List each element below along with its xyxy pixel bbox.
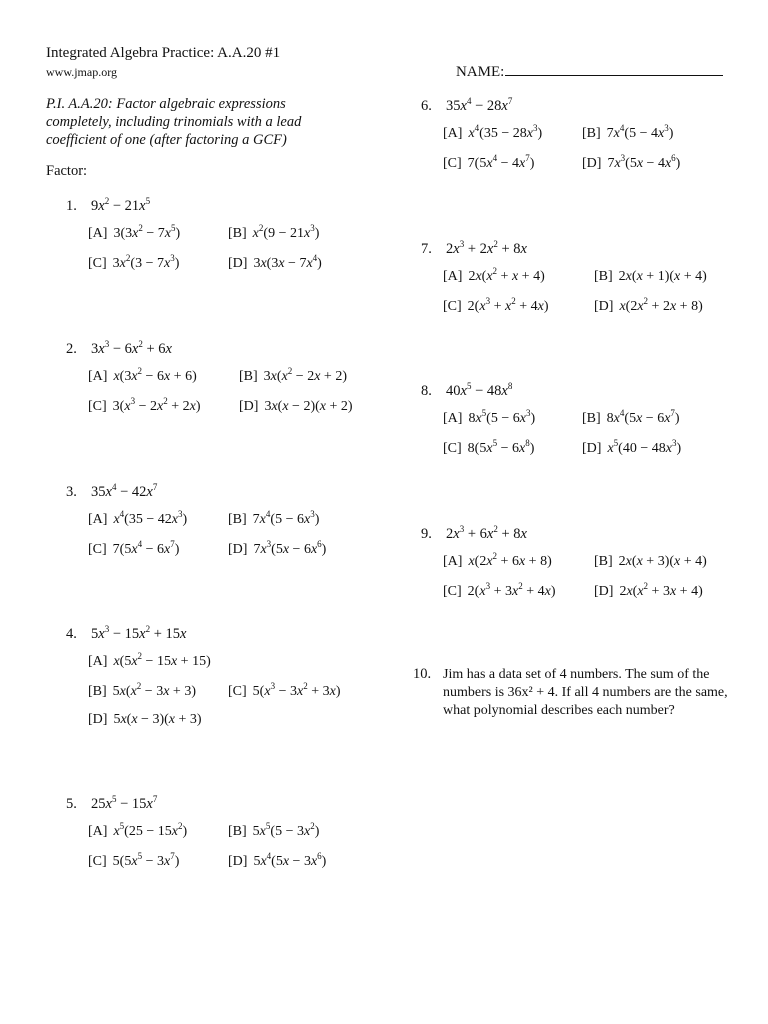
question-10-number: 10. bbox=[413, 666, 432, 682]
answer-choice-c[interactable] bbox=[88, 396, 201, 415]
choice-text: $x^5(40 - 48x^3)$ bbox=[607, 438, 682, 456]
choice-letter: [D] bbox=[239, 399, 259, 414]
answer-choice-a[interactable] bbox=[88, 366, 197, 385]
choice-letter: [B] bbox=[88, 684, 107, 699]
answer-choice-b[interactable] bbox=[228, 509, 320, 528]
choice-text: 3x(x − 2)(x + 2) bbox=[264, 399, 353, 414]
choice-text: $7(5x^4 - 6x^7)$ bbox=[112, 539, 180, 557]
question-8-prompt bbox=[421, 383, 512, 400]
choice-letter: [A] bbox=[443, 554, 463, 569]
answer-choice-c[interactable] bbox=[443, 438, 535, 457]
choice-letter: [C] bbox=[228, 684, 247, 699]
question-number: 2. bbox=[66, 341, 77, 357]
question-number: 8. bbox=[421, 383, 432, 399]
question-number: 3. bbox=[66, 484, 77, 500]
choice-letter: [C] bbox=[88, 399, 107, 414]
question-expression: $35x^4 - 28x^7$ bbox=[446, 96, 513, 114]
question-number: 4. bbox=[66, 626, 77, 642]
question-expression: $9x^2 - 21x^5$ bbox=[91, 196, 151, 214]
answer-choice-a[interactable] bbox=[88, 509, 188, 528]
choice-text: $2x(x^2 + x + 4)$ bbox=[468, 266, 545, 284]
answer-choice-b[interactable] bbox=[88, 681, 196, 700]
choice-letter: [B] bbox=[228, 226, 247, 241]
choice-text: $5x^4(5x - 3x^6)$ bbox=[253, 851, 327, 869]
answer-choice-b[interactable] bbox=[228, 223, 320, 242]
factor-label: Factor: bbox=[46, 163, 88, 179]
name-label: NAME: bbox=[456, 64, 505, 80]
choice-text: $7x^3(5x - 6x^6)$ bbox=[253, 539, 327, 557]
answer-choice-b[interactable] bbox=[582, 123, 674, 142]
choice-letter: [A] bbox=[443, 269, 463, 284]
answer-choice-a[interactable] bbox=[88, 821, 188, 840]
source-url: www.jmap.org bbox=[46, 65, 117, 79]
answer-choice-b[interactable] bbox=[228, 821, 320, 840]
choice-letter: [C] bbox=[443, 441, 462, 456]
choice-text: $8x^5(5 - 6x^3)$ bbox=[468, 408, 536, 426]
choice-letter: [B] bbox=[228, 512, 247, 527]
answer-choice-c[interactable] bbox=[88, 253, 180, 272]
question-expression: $25x^5 - 15x^7$ bbox=[91, 794, 158, 812]
choice-letter: [A] bbox=[88, 824, 108, 839]
choice-text: $5(5x^5 - 3x^7)$ bbox=[112, 851, 180, 869]
choice-text: $2(x^3 + 3x^2 + 4x)$ bbox=[467, 581, 556, 599]
choice-text: $x(2x^2 + 6x + 8)$ bbox=[468, 551, 552, 569]
choice-letter: [B] bbox=[582, 411, 601, 426]
question-7-prompt bbox=[421, 241, 527, 258]
answer-choice-d[interactable] bbox=[88, 712, 202, 728]
choice-letter: [B] bbox=[582, 126, 601, 141]
choice-letter: [A] bbox=[88, 226, 108, 241]
choice-letter: [D] bbox=[228, 542, 248, 557]
choice-letter: [D] bbox=[594, 299, 614, 314]
choice-text: $8(5x^5 - 6x^8)$ bbox=[467, 438, 535, 456]
answer-choice-c[interactable] bbox=[88, 539, 180, 558]
answer-choice-d[interactable] bbox=[228, 253, 322, 272]
choice-letter: [A] bbox=[88, 654, 108, 669]
choice-letter: [D] bbox=[594, 584, 614, 599]
choice-text: $x^4(35 - 42x^3)$ bbox=[113, 509, 188, 527]
answer-choice-c[interactable] bbox=[443, 153, 535, 172]
choice-text: $3x(x^2 - 2x + 2)$ bbox=[263, 366, 347, 384]
choice-text: $3x(3x - 7x^4)$ bbox=[253, 253, 322, 271]
question-number: 7. bbox=[421, 241, 432, 257]
answer-choice-d[interactable] bbox=[582, 438, 682, 457]
question-expression: $5x^3 - 15x^2 + 15x$ bbox=[91, 624, 187, 642]
answer-choice-b[interactable] bbox=[582, 408, 680, 427]
choice-letter: [B] bbox=[239, 369, 258, 384]
question-number: 6. bbox=[421, 98, 432, 114]
question-4-prompt bbox=[66, 626, 186, 643]
answer-choice-c[interactable] bbox=[228, 681, 341, 700]
answer-choice-a[interactable] bbox=[443, 266, 545, 285]
choice-letter: [A] bbox=[443, 411, 463, 426]
choice-letter: [C] bbox=[443, 299, 462, 314]
choice-text: $2(x^3 + x^2 + 4x)$ bbox=[467, 296, 549, 314]
choice-text: $8x^4(5x - 6x^7)$ bbox=[606, 408, 680, 426]
answer-choice-c[interactable] bbox=[443, 296, 549, 315]
question-number: 1. bbox=[66, 198, 77, 214]
answer-choice-b[interactable] bbox=[594, 554, 707, 570]
choice-text: $5(x^3 - 3x^2 + 3x)$ bbox=[252, 681, 341, 699]
question-1-prompt bbox=[66, 198, 150, 215]
worksheet-title: Integrated Algebra Practice: A.A.20 #1 bbox=[46, 45, 281, 61]
choice-text: $x^2(9 - 21x^3)$ bbox=[252, 223, 320, 241]
choice-letter: [A] bbox=[88, 512, 108, 527]
question-2-prompt bbox=[66, 341, 172, 358]
answer-choice-a[interactable] bbox=[88, 651, 211, 670]
name-field[interactable] bbox=[456, 62, 723, 81]
name-blank-line[interactable] bbox=[505, 62, 723, 76]
choice-letter: [D] bbox=[582, 441, 602, 456]
choice-letter: [D] bbox=[228, 854, 248, 869]
question-9-prompt bbox=[421, 526, 527, 543]
choice-letter: [C] bbox=[88, 854, 107, 869]
answer-choice-c[interactable] bbox=[88, 851, 180, 870]
choice-text: 5x(x − 3)(x + 3) bbox=[113, 712, 202, 727]
answer-choice-c[interactable] bbox=[443, 581, 556, 600]
choice-text: $x^4(35 - 28x^3)$ bbox=[468, 123, 543, 141]
question-6-prompt bbox=[421, 98, 512, 115]
choice-text: $5x(x^2 - 3x + 3)$ bbox=[112, 681, 196, 699]
choice-text: $3(3x^2 - 7x^5)$ bbox=[113, 223, 181, 241]
answer-choice-a[interactable] bbox=[88, 223, 181, 242]
question-expression: $40x^5 - 48x^8$ bbox=[446, 381, 513, 399]
question-expression: $3x^3 - 6x^2 + 6x$ bbox=[91, 339, 172, 357]
answer-choice-a[interactable] bbox=[443, 123, 543, 142]
choice-text: $x(5x^2 - 15x + 15)$ bbox=[113, 651, 211, 669]
choice-text: $x^5(25 - 15x^2)$ bbox=[113, 821, 188, 839]
choice-text: $7x^3(5x - 4x^6)$ bbox=[607, 153, 681, 171]
choice-letter: [C] bbox=[88, 256, 107, 271]
question-expression: $35x^4 - 42x^7$ bbox=[91, 482, 158, 500]
choice-letter: [C] bbox=[88, 542, 107, 557]
question-3-prompt bbox=[66, 484, 157, 501]
choice-letter: [A] bbox=[443, 126, 463, 141]
question-expression: $2x^3 + 6x^2 + 8x$ bbox=[446, 524, 527, 542]
answer-choice-d[interactable] bbox=[239, 399, 353, 415]
choice-text: 2x(x + 3)(x + 4) bbox=[618, 554, 707, 569]
answer-choice-d[interactable] bbox=[582, 153, 681, 172]
choice-text: $2x(x^2 + 3x + 4)$ bbox=[619, 581, 703, 599]
choice-text: $5x^5(5 - 3x^2)$ bbox=[252, 821, 320, 839]
choice-text: $3x^2(3 - 7x^3)$ bbox=[112, 253, 180, 271]
choice-letter: [B] bbox=[228, 824, 247, 839]
answer-choice-b[interactable] bbox=[239, 366, 347, 385]
question-10-text: Jim has a data set of 4 numbers. The sum of the numbers is 36x² + 4. If all 4 numbers are the same, what polynomial describes each number? bbox=[443, 667, 728, 718]
choice-text: $x(2x^2 + 2x + 8)$ bbox=[619, 296, 703, 314]
choice-text: 2x(x + 1)(x + 4) bbox=[618, 269, 707, 284]
choice-letter: [D] bbox=[88, 712, 108, 727]
question-5-prompt bbox=[66, 796, 157, 813]
choice-letter: [B] bbox=[594, 269, 613, 284]
choice-letter: [A] bbox=[88, 369, 108, 384]
choice-text: $7(5x^4 - 4x^7)$ bbox=[467, 153, 535, 171]
choice-text: $3(x^3 - 2x^2 + 2x)$ bbox=[112, 396, 201, 414]
question-number: 9. bbox=[421, 526, 432, 542]
choice-text: $7x^4(5 - 6x^3)$ bbox=[252, 509, 320, 527]
choice-letter: [C] bbox=[443, 156, 462, 171]
choice-text: $x(3x^2 - 6x + 6)$ bbox=[113, 366, 197, 384]
choice-letter: [B] bbox=[594, 554, 613, 569]
question-number: 5. bbox=[66, 796, 77, 812]
answer-choice-d[interactable] bbox=[228, 851, 327, 870]
question-expression: $2x^3 + 2x^2 + 8x$ bbox=[446, 239, 527, 257]
objective-intro: P.I. A.A.20: Factor algebraic expressions completely, including trinomials with a lead coefficient of one (after factoring a GCF) bbox=[46, 96, 302, 148]
answer-choice-a[interactable] bbox=[443, 408, 536, 427]
answer-choice-a[interactable] bbox=[443, 551, 552, 570]
choice-letter: [D] bbox=[228, 256, 248, 271]
answer-choice-d[interactable] bbox=[228, 539, 327, 558]
choice-letter: [C] bbox=[443, 584, 462, 599]
choice-letter: [D] bbox=[582, 156, 602, 171]
answer-choice-b[interactable] bbox=[594, 269, 707, 285]
answer-choice-d[interactable] bbox=[594, 581, 703, 600]
answer-choice-d[interactable] bbox=[594, 296, 703, 315]
choice-text: $7x^4(5 - 4x^3)$ bbox=[606, 123, 674, 141]
